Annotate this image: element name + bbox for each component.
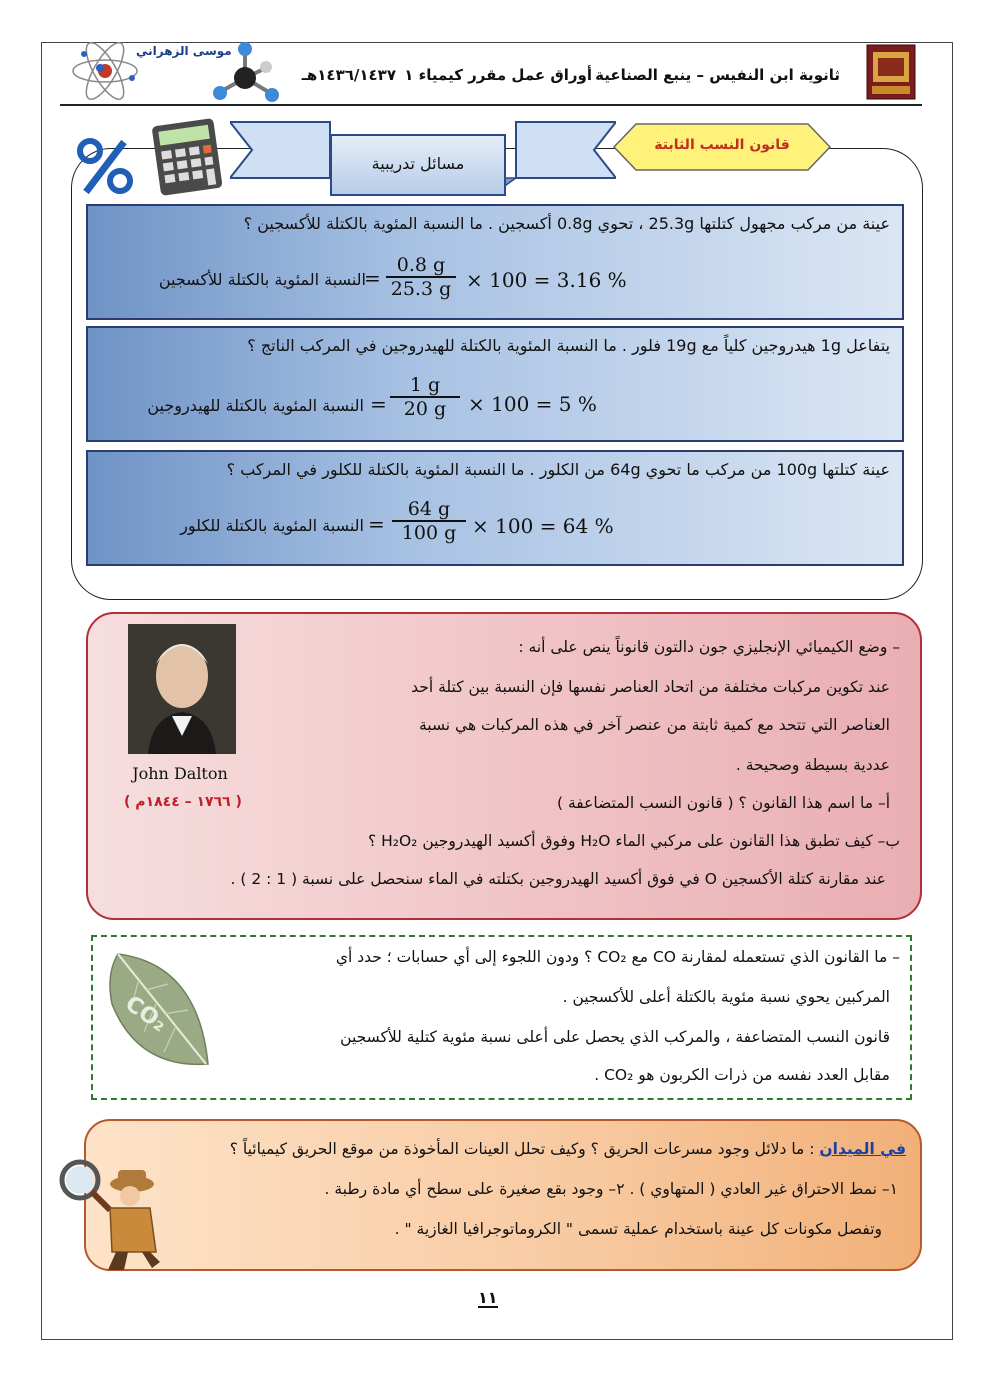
equals-sign: = [370, 392, 387, 416]
equation-result: × 100 = 64 % [472, 514, 614, 538]
dalton-answer-b: عند مقارنة كتلة الأكسجين O في فوق أكسيد الهيدروجين بكتلته في الماء سنحصل على نسبة ( 1 : 2 ) . [230, 870, 886, 888]
field-line-2: ١– نمط الاحتراق غير العادي ( المتهاوي ) . ٢– وجود بقع صغيرة على سطح أي مادة رطبة . [324, 1180, 898, 1198]
field-question-text: : ما دلائل وجود مسرعات الحريق ؟ وكيف تحلل العينات المأخوذة من موقع الحريق كيميائياً ؟ [229, 1140, 820, 1158]
equation-result: × 100 = 5 % [468, 392, 597, 416]
equation-label: النسبة المئوية بالكتلة للأكسجين [158, 270, 366, 289]
co2-leaf-icon [98, 944, 216, 1084]
equals-sign: = [368, 512, 385, 536]
fraction [392, 498, 466, 544]
school-name: ثانوية ابن النفيس – ينبع الصناعية [595, 66, 840, 84]
equation-result: × 100 = 3.16 % [466, 268, 627, 292]
author-name: موسى الزهراني [136, 44, 232, 58]
co-line-4: مقابل العدد نفسه من ذرات الكربون هو CO₂ . [594, 1066, 890, 1084]
banner-title: مسائل تدريبية [371, 154, 465, 173]
field-question [230, 1140, 906, 1158]
page-number: ١١ [478, 1288, 498, 1307]
dalton-line-2: عند تكوين مركبات مختلفة من اتحاد العناصر نفسها فإن النسبة بين كتلة أحد [411, 678, 890, 696]
question-box-2 [86, 326, 904, 442]
dalton-line-4: عددية بسيطة وصحيحة . [735, 756, 890, 774]
co-line-2: المركبين يحوي نسبة مئوية بالكتلة أعلى للأكسجين . [562, 988, 890, 1006]
dalton-line-3: العناصر التي تتحد مع كمية ثابتة من عنصر آخر في هذه المركبات هي نسبة [418, 716, 890, 734]
co-line-3: قانون النسب المتضاعفة ، والمركب الذي يحصل على أعلى نسبة مئوية كتلية للأكسجين [340, 1028, 890, 1046]
course-name: أوراق عمل مقرر كيمياء ١ [404, 66, 592, 84]
school-logo-icon [866, 44, 916, 100]
banner-center [330, 134, 506, 196]
fraction [386, 254, 456, 300]
fraction [390, 374, 460, 420]
denominator: 25.3 g [390, 278, 452, 300]
question-box-1 [86, 204, 904, 320]
equation-label: النسبة المئوية بالكتلة للهيدروجين [147, 396, 364, 415]
denominator: 20 g [403, 398, 447, 420]
equals-sign: = [364, 266, 381, 290]
numerator: 64 g [407, 498, 451, 520]
question-box-3 [86, 450, 904, 566]
calculator-icon [148, 116, 226, 196]
john-dalton-portrait [128, 624, 236, 754]
field-title: في الميدان [819, 1140, 906, 1158]
atom-icon [70, 40, 140, 102]
topic-badge-label: قانون النسب الثابتة [654, 137, 790, 153]
leaf-label: CO₂ [120, 991, 172, 1038]
portrait-name: John Dalton [132, 764, 228, 783]
dalton-question-a: أ– ما اسم هذا القانون ؟ ( قانون النسب المتضاعفة ) [556, 794, 890, 812]
denominator: 100 g [401, 522, 457, 544]
question-text: عينة من مركب مجهول كتلتها 25.3g ، تحوي 0.8g أكسجين . ما النسبة المئوية بالكتلة للأكسجين ؟ [243, 214, 890, 233]
numerator: 0.8 g [396, 254, 446, 276]
detective-icon [54, 1156, 166, 1274]
equation-label: النسبة المئوية بالكتلة للكلور [180, 516, 364, 535]
co-line-1: – ما القانون الذي تستعمله لمقارنة CO مع CO₂ ؟ ودون اللجوء إلى أي حسابات ؛ حدد أي [335, 948, 900, 966]
portrait-dates: ( ١٧٦٦ – ١٨٤٤م ) [124, 794, 242, 810]
dalton-question-b: ب– كيف تطبق هذا القانون على مركبي الماء H₂O وفوق أكسيد الهيدروجين H₂O₂ ؟ [367, 832, 900, 850]
dalton-line-1: – وضع الكيميائي الإنجليزي جون دالتون قانوناً ينص على أنه : [518, 638, 900, 656]
question-text: يتفاعل 1g هيدروجين كلياً مع 19g فلور . ما النسبة المئوية بالكتلة للهيدروجين في المركب الناتج ؟ [247, 336, 890, 355]
numerator: 1 g [409, 374, 441, 396]
header-divider [60, 104, 922, 106]
question-text: عينة كتلتها 100g من مركب ما تحوي 64g من الكلور . ما النسبة المئوية بالكتلة للكلور في المركب ؟ [226, 460, 890, 479]
field-line-3: وتفصل مكونات كل عينة باستخدام عملية تسمى " الكروماتوجرافيا الغازية " . [394, 1220, 882, 1238]
academic-year: ١٤٣٦/١٤٣٧هـ [301, 66, 396, 84]
percent-icon [74, 136, 136, 196]
